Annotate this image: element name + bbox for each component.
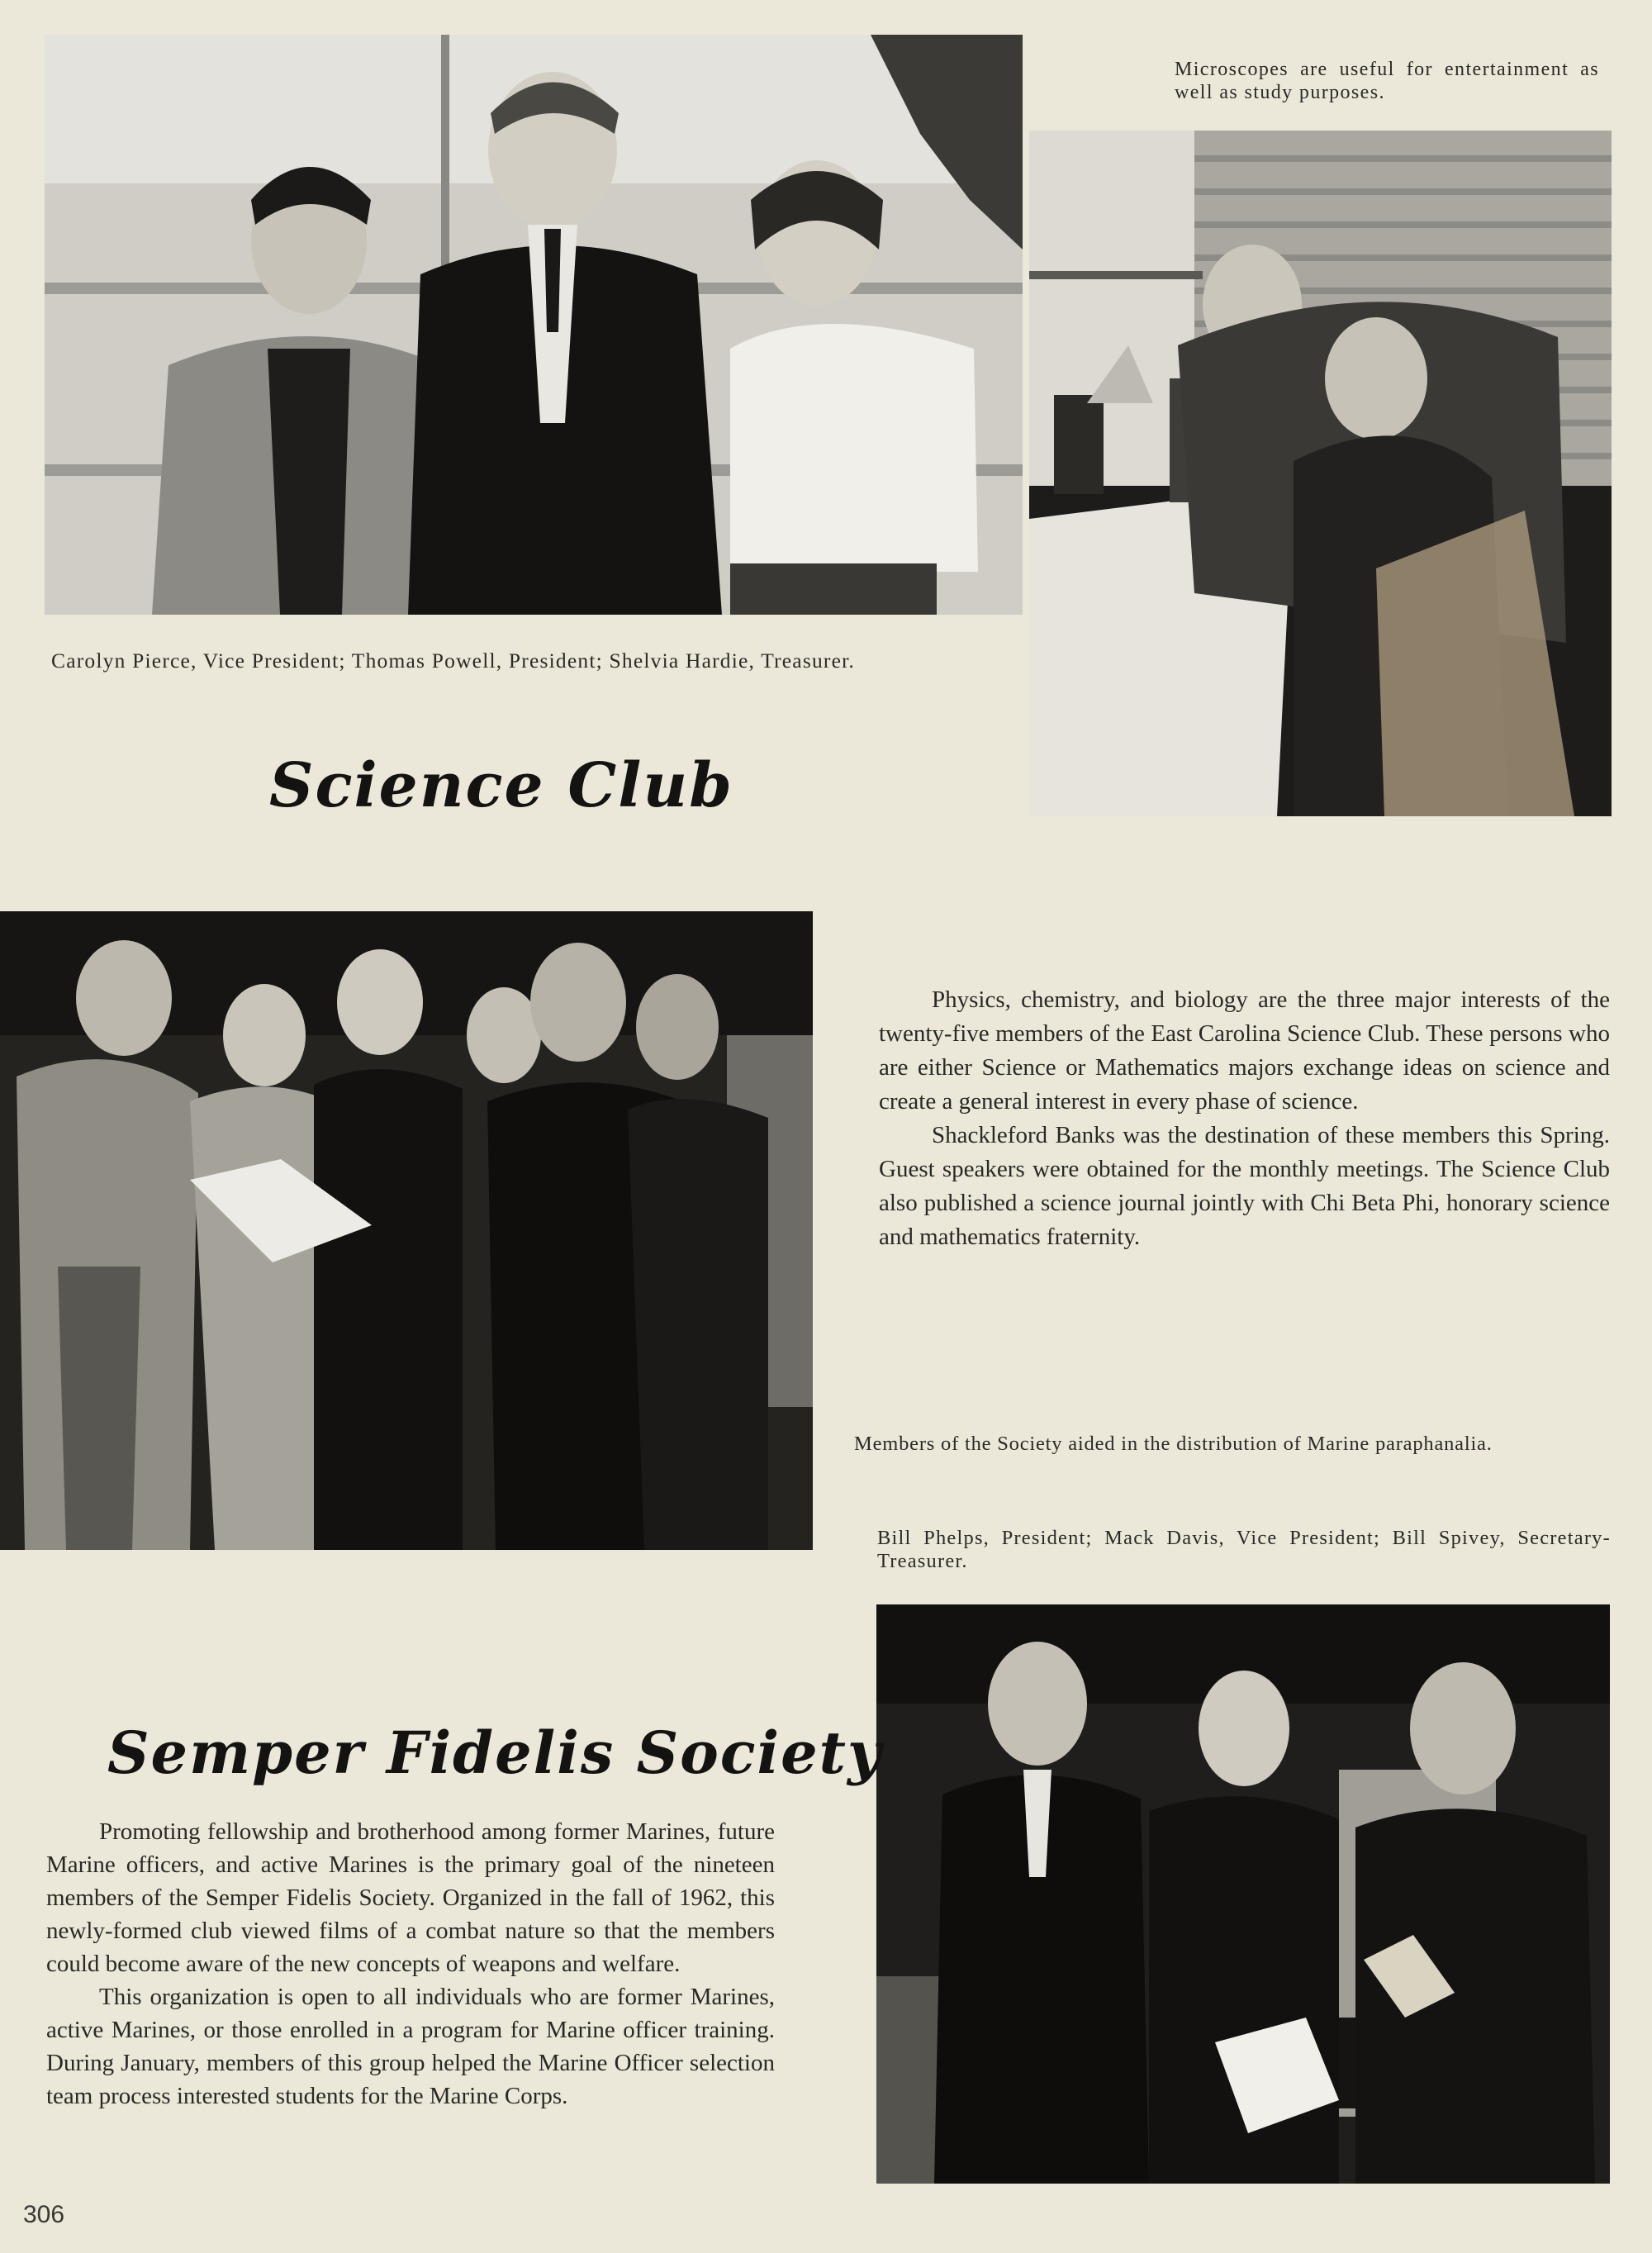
microscope-photo — [1029, 131, 1612, 816]
semper-fidelis-officers-photo — [876, 1604, 1610, 2184]
science-club-officers-photo — [45, 35, 1023, 615]
semper-fidelis-title: Semper Fidelis Society — [107, 1718, 883, 1787]
page-number: 306 — [23, 2201, 65, 2228]
marine-distribution-caption: Members of the Society aided in the distribution of Marine paraphanalia. — [854, 1433, 1493, 1455]
semper-fidelis-officers-caption: Bill Phelps, President; Mack Davis, Vice President; Bill Spivey, Secretary-Treasurer. — [877, 1527, 1611, 1572]
microscope-caption: Microscopes are useful for entertainment as well as study purposes. — [1175, 59, 1599, 103]
science-club-paragraph-1: Physics, chemistry, and biology are the three major interests of the twenty-five members of the East Carolina Science Club. These persons who are either Science or Mathematics majors exchange ideas on science and create a general interest in every phase of science. — [879, 986, 1610, 1115]
science-club-description — [879, 983, 1610, 1254]
science-club-officers-caption: Carolyn Pierce, Vice President; Thomas Powell, President; Shelvia Hardie, Treasurer. — [51, 649, 855, 673]
marine-distribution-photo — [0, 911, 813, 1550]
semper-fidelis-paragraph-1: Promoting fellowship and brotherhood among former Marines, future Marine officers, and active Marines is the primary goal of the nineteen members of the Semper Fidelis Society. Organized in the fall of 1962, this newly-formed club viewed films of a combat nature so that the members could become aware of the new concepts of weapons and welfare. — [46, 1818, 775, 1977]
semper-fidelis-paragraph-2: This organization is open to all individuals who are former Marines, active Marines, or those enrolled in a program for Marine officer training. During January, members of this group helped the Marine Officer selection team process interested students for the Marine Corps. — [46, 1984, 775, 2109]
science-club-title: Science Club — [269, 750, 733, 821]
science-club-paragraph-2: Shackleford Banks was the destination of these members this Spring. Guest speakers were obtained for the monthly meetings. The Science Club also published a science journal jointly with Chi Beta Phi, honorary science and mathematics fraternity. — [879, 1122, 1610, 1250]
semper-fidelis-description — [46, 1815, 775, 2113]
